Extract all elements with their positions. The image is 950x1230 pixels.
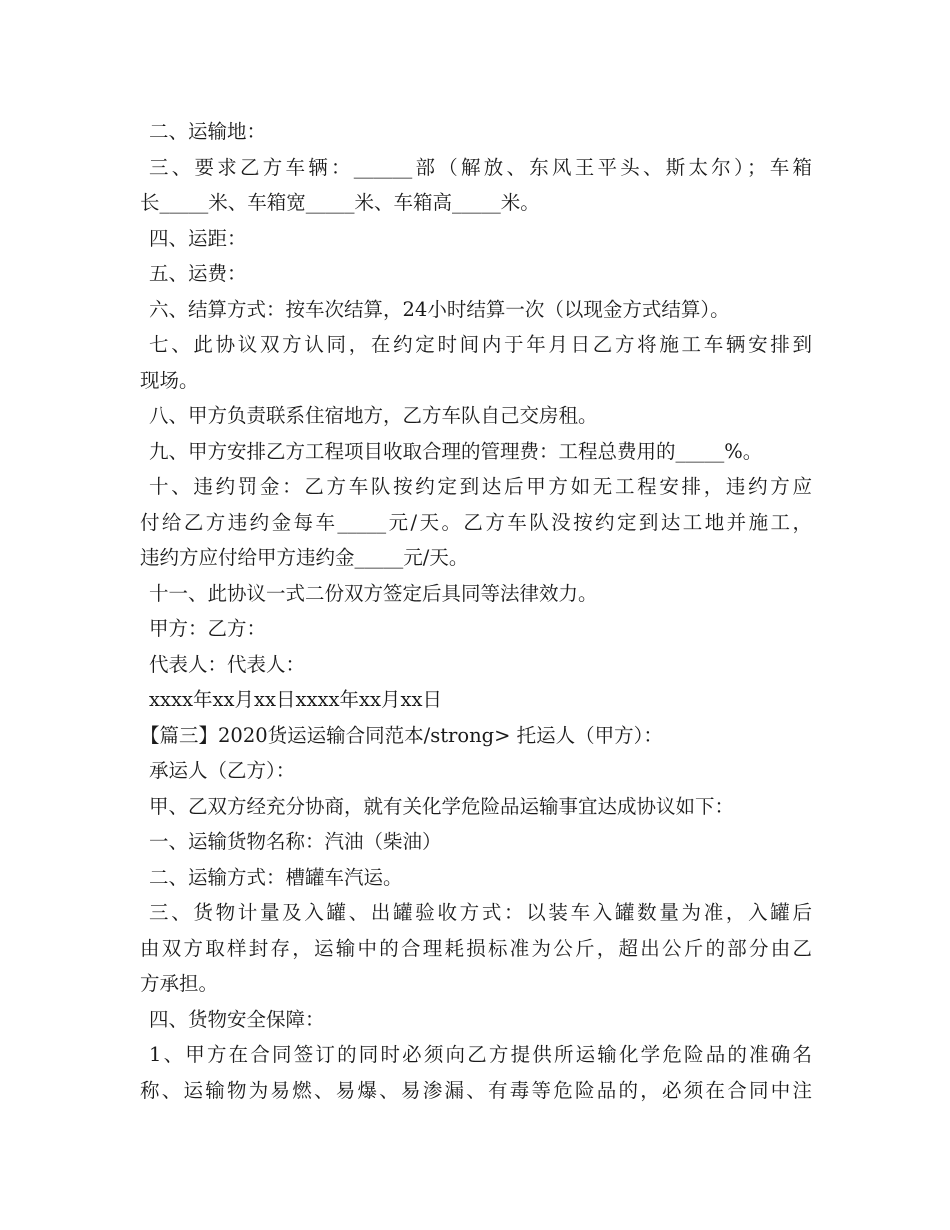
paragraph-line: 九、甲方安排乙方工程项目收取合理的管理费：工程总费用的_____%。 (149, 439, 763, 463)
paragraph-line: 由双方取样封存，运输中的合理耗损标准为公斤，超出公斤的部分由乙 (140, 936, 812, 960)
paragraph-line: 称、运输物为易燃、易爆、易渗漏、有毒等危险品的，必须在合同中注 (140, 1078, 812, 1102)
paragraph-line: 五、运费： (149, 262, 247, 285)
paragraph-line: 甲方：乙方： (149, 617, 267, 640)
paragraph-line: 付给乙方违约金每车_____元/天。乙方车队没按约定到达工地并施工， (140, 510, 812, 534)
paragraph-line: xxxx年xx月xx日xxxx年xx月xx日 (149, 688, 442, 711)
paragraph-line: 四、运距： (149, 226, 247, 250)
paragraph-line: 四、货物安全保障： (149, 1007, 325, 1031)
paragraph-line: 三、货物计量及入罐、出罐验收方式：以装车入罐数量为准，入罐后 (149, 901, 812, 924)
paragraph-line: 【篇三】2020货运运输合同范本/strong> 托运人（甲方）： (140, 723, 663, 747)
paragraph-line: 承运人（乙方）： (149, 759, 296, 782)
document-page (140, 114, 812, 1108)
paragraph-line: 违约方应付给甲方违约金_____元/天。 (140, 546, 469, 569)
paragraph-line: 甲、乙双方经充分协商，就有关化学危险品运输事宜达成协议如下： (149, 794, 735, 818)
paragraph-line: 一、运输货物名称：汽油（柴油） (149, 830, 442, 853)
paragraph-line: 现场。 (140, 368, 199, 392)
paragraph-line: 1、甲方在合同签订的同时必须向乙方提供所运输化学危险品的准确名 (149, 1043, 812, 1066)
paragraph-line: 二、运输地： (149, 120, 267, 143)
paragraph-line: 八、甲方负责联系住宿地方，乙方车队自己交房租。 (149, 404, 598, 427)
paragraph-line: 十一、此协议一式二份双方签定后具同等法律效力。 (149, 581, 598, 605)
paragraph-line: 长_____米、车箱宽_____米、车箱高_____米。 (140, 191, 540, 214)
paragraph-line: 二、运输方式：槽罐车汽运。 (149, 865, 403, 889)
paragraph-line: 代表人：代表人： (149, 652, 306, 676)
paragraph-line: 三、要求乙方车辆：______部（解放、东风王平头、斯太尔）；车箱 (149, 155, 812, 179)
paragraph-line: 七、此协议双方认同，在约定时间内于年月日乙方将施工车辆安排到 (149, 333, 812, 356)
paragraph-line: 方承担。 (140, 972, 219, 995)
paragraph-line: 六、结算方式：按车次结算，24小时结算一次（以现金方式结算）。 (149, 297, 730, 321)
paragraph-line: 十、违约罚金：乙方车队按约定到达后甲方如无工程安排，违约方应 (149, 475, 812, 498)
